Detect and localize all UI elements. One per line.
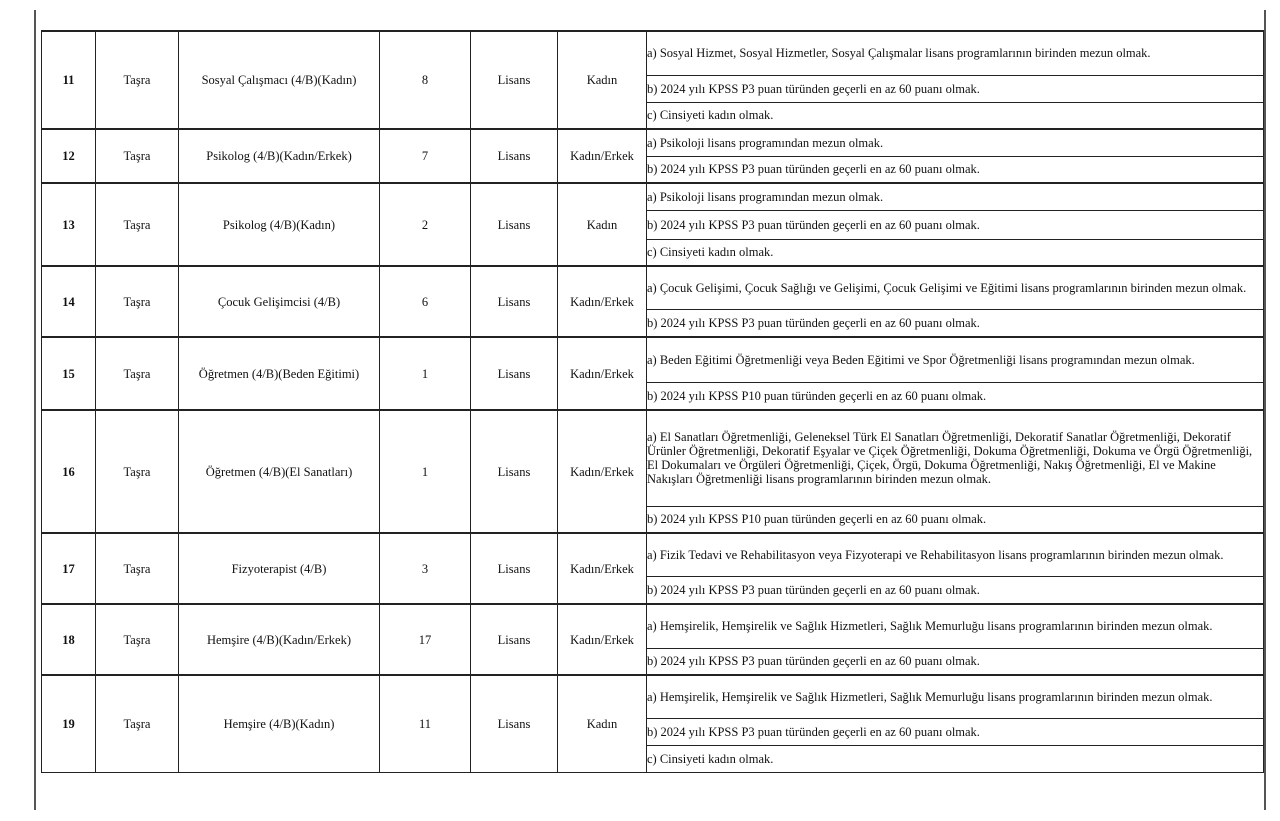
- requirement-item: b) 2024 yılı KPSS P10 puan türünden geçerli en az 60 puanı olmak.: [647, 382, 1264, 410]
- requirement-item: a) Hemşirelik, Hemşirelik ve Sağlık Hizmetleri, Sağlık Memurluğu lisans programlarının birinden mezun olmak.: [647, 675, 1264, 718]
- education-level: Lisans: [471, 266, 558, 337]
- quota-cell: 7: [380, 129, 471, 183]
- quota-cell: 11: [380, 675, 471, 772]
- position-title: Öğretmen (4/B)(Beden Eğitimi): [179, 337, 380, 410]
- requirement-item: c) Cinsiyeti kadın olmak.: [647, 745, 1264, 772]
- location-cell: Taşra: [96, 183, 179, 266]
- location-cell: Taşra: [96, 266, 179, 337]
- position-number: 12: [42, 129, 96, 183]
- table-row: [42, 604, 1264, 648]
- requirement-item: a) Çocuk Gelişimi, Çocuk Sağlığı ve Gelişimi, Çocuk Gelişimi ve Eğitimi lisans programlarının birinden mezun olmak.: [647, 266, 1264, 309]
- gender-cell: Kadın: [558, 675, 647, 772]
- position-title: Çocuk Gelişimcisi (4/B): [179, 266, 380, 337]
- gender-cell: Kadın/Erkek: [558, 533, 647, 604]
- gender-cell: Kadın: [558, 183, 647, 266]
- position-number: 11: [42, 31, 96, 129]
- requirement-item: b) 2024 yılı KPSS P3 puan türünden geçerli en az 60 puanı olmak.: [647, 648, 1264, 675]
- quota-cell: 17: [380, 604, 471, 675]
- gender-cell: Kadın/Erkek: [558, 410, 647, 533]
- gender-cell: Kadın/Erkek: [558, 266, 647, 337]
- position-number: 18: [42, 604, 96, 675]
- requirement-item: a) Hemşirelik, Hemşirelik ve Sağlık Hizmetleri, Sağlık Memurluğu lisans programlarının birinden mezun olmak.: [647, 604, 1264, 648]
- requirement-item: b) 2024 yılı KPSS P3 puan türünden geçerli en az 60 puanı olmak.: [647, 75, 1264, 102]
- position-number: 19: [42, 675, 96, 772]
- positions-table: [41, 30, 1264, 773]
- table-row: [42, 533, 1264, 576]
- education-level: Lisans: [471, 533, 558, 604]
- education-level: Lisans: [471, 183, 558, 266]
- table-row: [42, 266, 1264, 309]
- education-level: Lisans: [471, 410, 558, 533]
- page-edge-right: [1264, 10, 1266, 810]
- position-title: Öğretmen (4/B)(El Sanatları): [179, 410, 380, 533]
- location-cell: Taşra: [96, 129, 179, 183]
- gender-cell: Kadın: [558, 31, 647, 129]
- quota-cell: 2: [380, 183, 471, 266]
- position-number: 17: [42, 533, 96, 604]
- location-cell: Taşra: [96, 337, 179, 410]
- position-title: Hemşire (4/B)(Kadın): [179, 675, 380, 772]
- requirement-item: a) El Sanatları Öğretmenliği, Geleneksel Türk El Sanatları Öğretmenliği, Dekoratif Sanatlar Öğretmenliği, Dekoratif Ürünler Öğretmenliği, Dekoratif Eşyalar ve Çiçek Öğretmenliği, Dokuma Öğretmenliği, Dokuma ve Örgü Öğretmenliği, El Dokumaları ve Örgüleri Öğretmenliği, Çiçek, Örgü, Dokuma Öğretmenliği, Nakış Öğretmenliği, El ve Makine Nakışları Öğretmenliği lisans programlarının birinden mezun olmak.: [647, 410, 1264, 506]
- requirement-item: a) Beden Eğitimi Öğretmenliği veya Beden Eğitimi ve Spor Öğretmenliği lisans programından mezun olmak.: [647, 337, 1264, 382]
- position-title: Fizyoterapist (4/B): [179, 533, 380, 604]
- table-row: [42, 410, 1264, 506]
- location-cell: Taşra: [96, 410, 179, 533]
- requirement-item: b) 2024 yılı KPSS P3 puan türünden geçerli en az 60 puanı olmak.: [647, 210, 1264, 239]
- requirement-item: a) Sosyal Hizmet, Sosyal Hizmetler, Sosyal Çalışmalar lisans programlarının birinden mezun olmak.: [647, 31, 1264, 75]
- table-row: [42, 675, 1264, 718]
- requirement-item: b) 2024 yılı KPSS P3 puan türünden geçerli en az 60 puanı olmak.: [647, 156, 1264, 183]
- requirement-item: b) 2024 yılı KPSS P3 puan türünden geçerli en az 60 puanı olmak.: [647, 576, 1264, 604]
- quota-cell: 1: [380, 410, 471, 533]
- position-title: Hemşire (4/B)(Kadın/Erkek): [179, 604, 380, 675]
- position-title: Sosyal Çalışmacı (4/B)(Kadın): [179, 31, 380, 129]
- quota-cell: 1: [380, 337, 471, 410]
- position-number: 14: [42, 266, 96, 337]
- requirement-item: b) 2024 yılı KPSS P3 puan türünden geçerli en az 60 puanı olmak.: [647, 718, 1264, 745]
- table-row: [42, 31, 1264, 75]
- page-edge-left: [34, 10, 36, 810]
- gender-cell: Kadın/Erkek: [558, 604, 647, 675]
- positions-table-body: [42, 31, 1264, 772]
- education-level: Lisans: [471, 337, 558, 410]
- position-title: Psikolog (4/B)(Kadın/Erkek): [179, 129, 380, 183]
- education-level: Lisans: [471, 604, 558, 675]
- gender-cell: Kadın/Erkek: [558, 337, 647, 410]
- location-cell: Taşra: [96, 533, 179, 604]
- education-level: Lisans: [471, 675, 558, 772]
- requirement-item: a) Psikoloji lisans programından mezun olmak.: [647, 183, 1264, 210]
- quota-cell: 6: [380, 266, 471, 337]
- requirement-item: c) Cinsiyeti kadın olmak.: [647, 102, 1264, 129]
- quota-cell: 3: [380, 533, 471, 604]
- position-number: 15: [42, 337, 96, 410]
- position-number: 13: [42, 183, 96, 266]
- table-row: [42, 129, 1264, 156]
- position-title: Psikolog (4/B)(Kadın): [179, 183, 380, 266]
- quota-cell: 8: [380, 31, 471, 129]
- location-cell: Taşra: [96, 31, 179, 129]
- position-number: 16: [42, 410, 96, 533]
- requirement-item: b) 2024 yılı KPSS P3 puan türünden geçerli en az 60 puanı olmak.: [647, 309, 1264, 337]
- requirement-item: a) Fizik Tedavi ve Rehabilitasyon veya Fizyoterapi ve Rehabilitasyon lisans programlarının birinden mezun olmak.: [647, 533, 1264, 576]
- location-cell: Taşra: [96, 675, 179, 772]
- education-level: Lisans: [471, 31, 558, 129]
- table-row: [42, 183, 1264, 210]
- requirement-item: c) Cinsiyeti kadın olmak.: [647, 239, 1264, 266]
- requirement-item: a) Psikoloji lisans programından mezun olmak.: [647, 129, 1264, 156]
- table-row: [42, 337, 1264, 382]
- gender-cell: Kadın/Erkek: [558, 129, 647, 183]
- education-level: Lisans: [471, 129, 558, 183]
- location-cell: Taşra: [96, 604, 179, 675]
- requirement-item: b) 2024 yılı KPSS P10 puan türünden geçerli en az 60 puanı olmak.: [647, 506, 1264, 533]
